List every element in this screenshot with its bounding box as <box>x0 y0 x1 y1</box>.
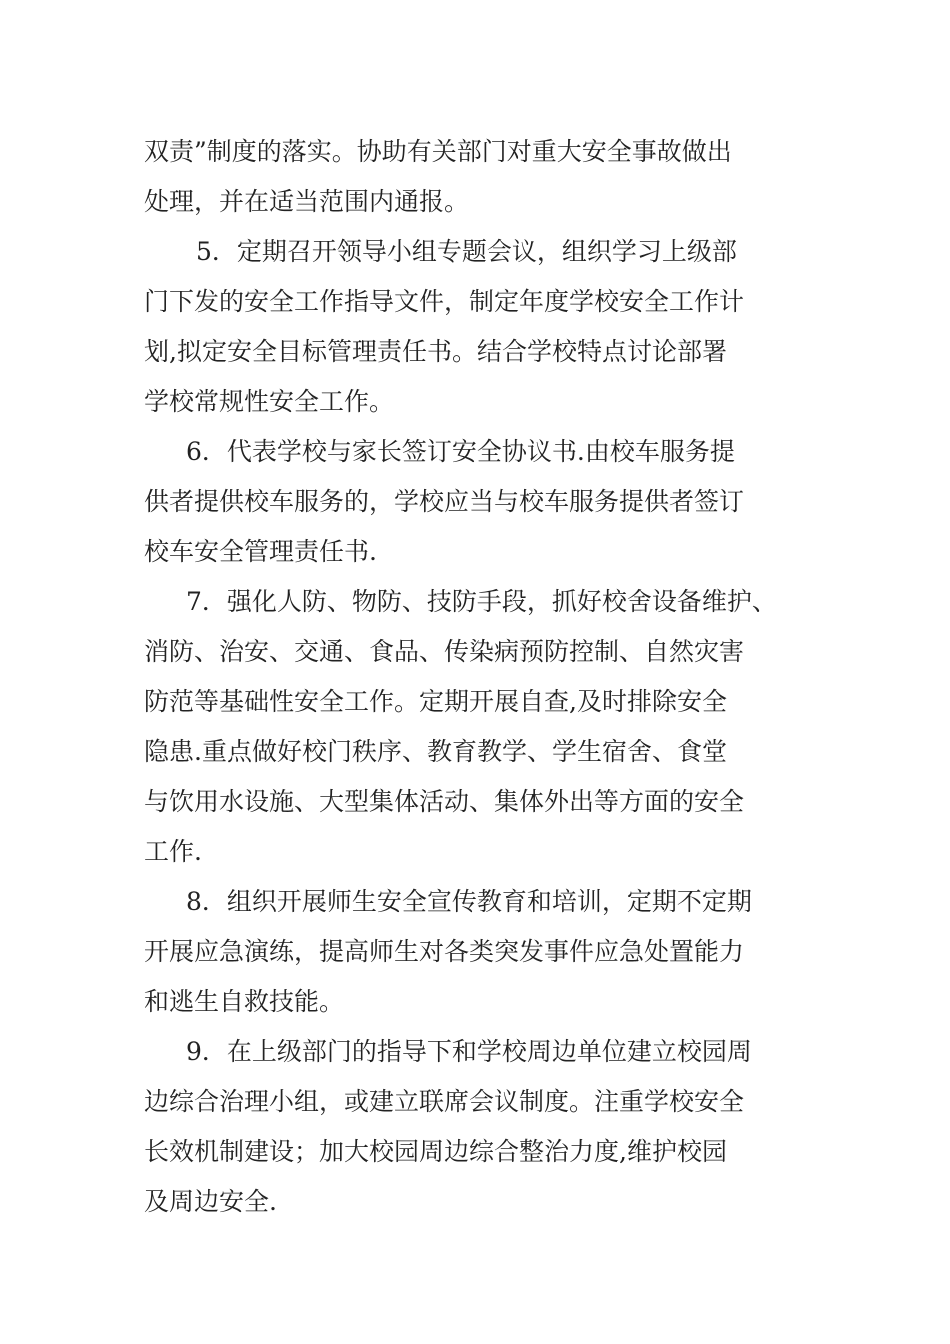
text-line: 供者提供校车服务的，学校应当与校车服务提供者签订 <box>144 487 745 516</box>
paragraph-6-start: 6．代表学校与家长签订安全协议书.由校车服务提 <box>186 437 735 466</box>
text-line: 开展应急演练，提高师生对各类突发事件应急处置能力 <box>144 937 745 966</box>
text-line: 门下发的安全工作指导文件，制定年度学校安全工作计 <box>144 287 745 316</box>
text-line: 与饮用水设施、大型集体活动、集体外出等方面的安全 <box>144 787 745 816</box>
text-line: 校车安全管理责任书. <box>144 537 377 566</box>
paragraph-8-start: 8．组织开展师生安全宣传教育和培训，定期不定期 <box>186 887 752 916</box>
text-line: 防范等基础性安全工作。定期开展自查,及时排除安全 <box>144 687 727 716</box>
text-line: 及周边安全. <box>144 1187 277 1216</box>
text-line: 长效机制建设；加大校园周边综合整治力度,维护校园 <box>144 1137 727 1166</box>
paragraph-5-start: 5．定期召开领导小组专题会议，组织学习上级部 <box>196 237 737 266</box>
text-line: 边综合治理小组，或建立联席会议制度。注重学校安全 <box>144 1087 745 1116</box>
paragraph-7-start: 7．强化人防、物防、技防手段，抓好校舍设备维护、 <box>186 587 777 616</box>
paragraph-9-start: 9．在上级部门的指导下和学校周边单位建立校园周 <box>186 1037 752 1066</box>
text-line: 双责”制度的落实。协助有关部门对重大安全事故做出 <box>144 137 732 166</box>
text-line: 学校常规性安全工作。 <box>144 387 395 416</box>
text-line: 工作. <box>144 837 202 866</box>
text-line: 消防、治安、交通、食品、传染病预防控制、自然灾害 <box>144 637 745 666</box>
text-line: 和逃生自救技能。 <box>144 987 345 1016</box>
text-line: 处理，并在适当范围内通报。 <box>144 187 470 216</box>
document-body <box>144 127 814 1227</box>
text-line: 隐患.重点做好校门秩序、教育教学、学生宿舍、食堂 <box>144 737 727 766</box>
text-line: 划,拟定安全目标管理责任书。结合学校特点讨论部署 <box>144 337 727 366</box>
